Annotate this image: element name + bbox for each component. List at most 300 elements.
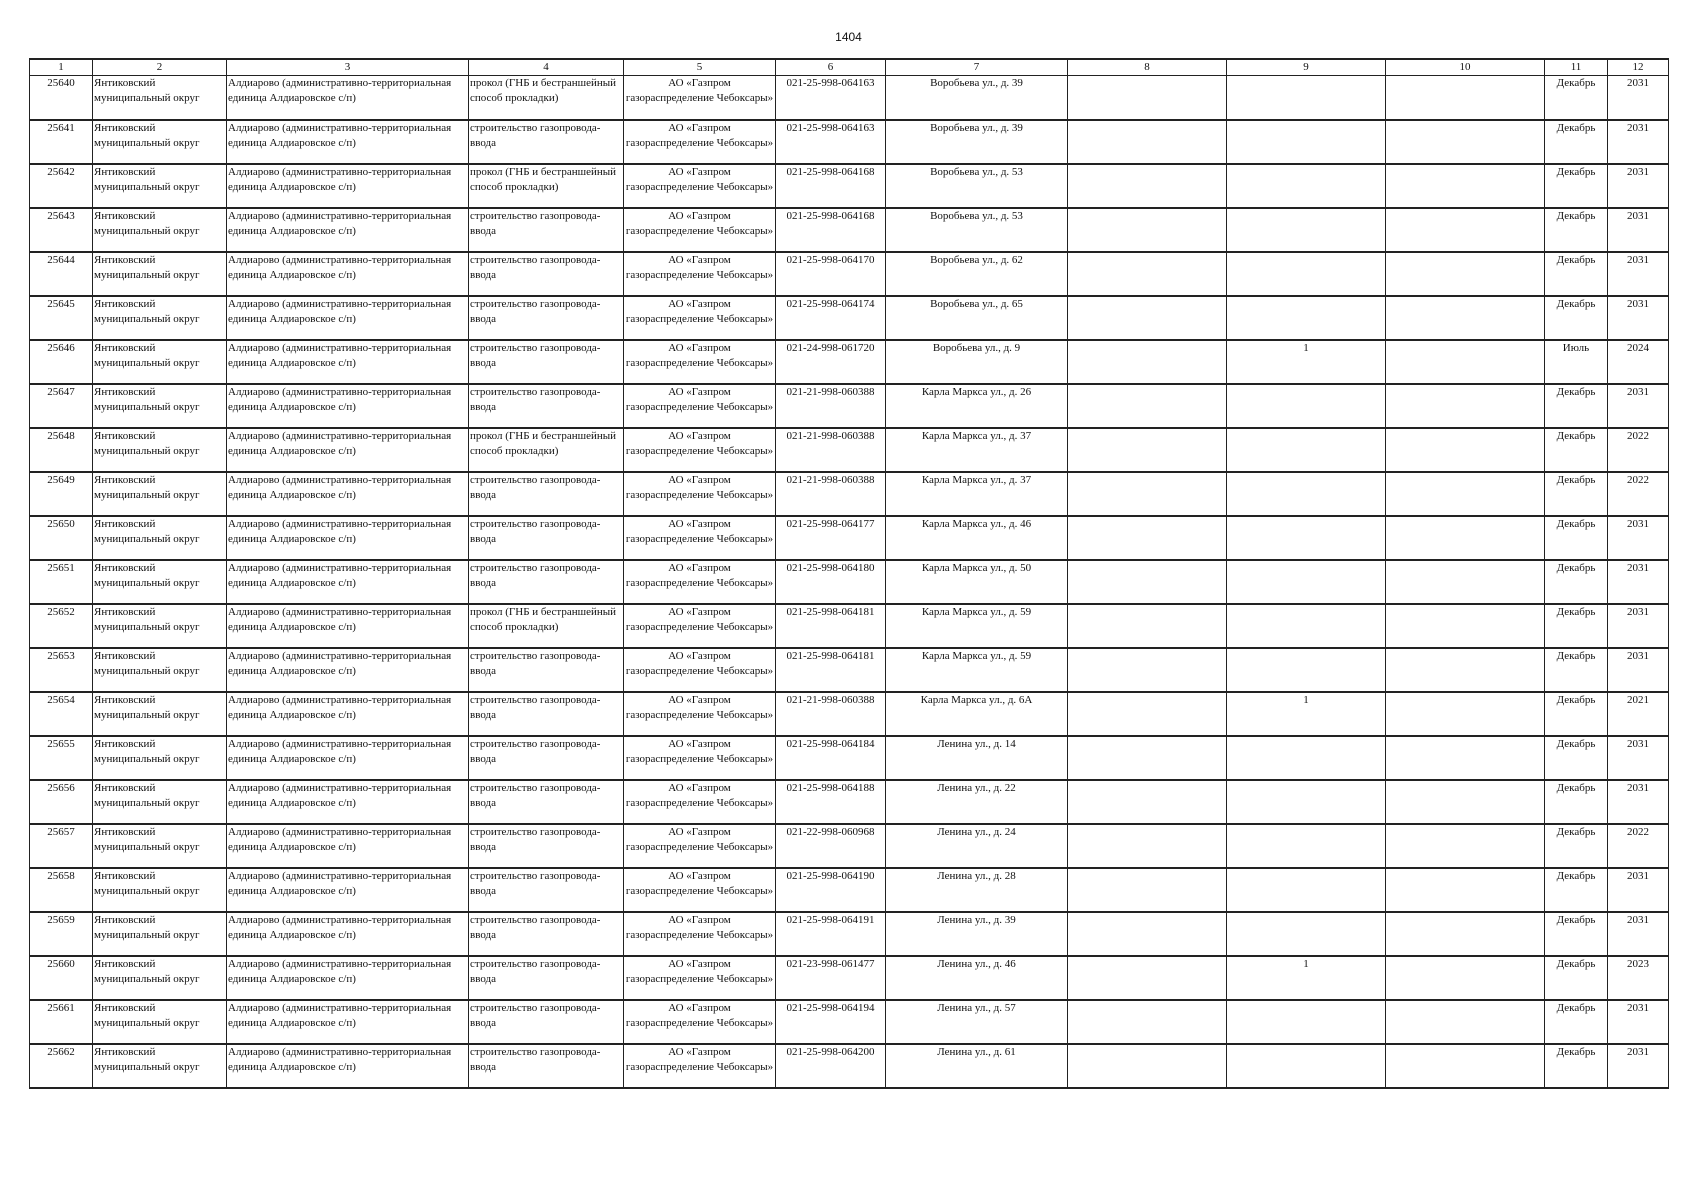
organization-cell-text: АО «Газпром газораспределение Чебоксары» bbox=[625, 649, 774, 677]
month-cell-text: Декабрь bbox=[1556, 737, 1596, 750]
column-10-cell bbox=[1386, 868, 1545, 912]
district-cell bbox=[93, 912, 227, 956]
year-cell bbox=[1608, 736, 1669, 780]
year-cell bbox=[1608, 868, 1669, 912]
work-method-cell bbox=[469, 472, 624, 516]
address-cell bbox=[886, 956, 1068, 1000]
object-code-cell bbox=[776, 1000, 886, 1044]
column-header-7: 7 bbox=[886, 59, 1068, 76]
work-method-cell bbox=[469, 692, 624, 736]
address-cell-text: Ленина ул., д. 22 bbox=[937, 781, 1016, 794]
column-8-cell bbox=[1068, 868, 1227, 912]
object-code-cell bbox=[776, 472, 886, 516]
column-header-12: 12 bbox=[1608, 59, 1669, 76]
object-code-cell-text: 021-21-998-060388 bbox=[786, 693, 875, 706]
district-cell-text: Янтиковский муниципальный округ bbox=[94, 429, 200, 457]
column-8-cell bbox=[1068, 472, 1227, 516]
organization-cell-text: АО «Газпром газораспределение Чебоксары» bbox=[625, 385, 774, 413]
column-8-cell bbox=[1068, 384, 1227, 428]
year-cell-text: 2031 bbox=[1627, 253, 1649, 266]
work-method-cell-text: строительство газопровода-ввода bbox=[470, 385, 601, 413]
row-number-cell bbox=[30, 120, 93, 164]
month-cell bbox=[1545, 472, 1608, 516]
settlement-cell bbox=[227, 604, 469, 648]
organization-cell-text: АО «Газпром газораспределение Чебоксары» bbox=[625, 561, 774, 589]
column-9-cell bbox=[1227, 912, 1386, 956]
object-code-cell-text: 021-25-998-064184 bbox=[786, 737, 875, 750]
column-9-cell bbox=[1227, 120, 1386, 164]
object-code-cell bbox=[776, 824, 886, 868]
year-cell-text: 2031 bbox=[1627, 561, 1649, 574]
address-cell-text: Воробьева ул., д. 9 bbox=[932, 341, 1021, 354]
work-method-cell bbox=[469, 384, 624, 428]
object-code-cell-text: 021-25-998-064163 bbox=[786, 77, 875, 89]
organization-cell-text: АО «Газпром газораспределение Чебоксары» bbox=[625, 913, 774, 941]
column-9-cell bbox=[1227, 736, 1386, 780]
object-code-cell bbox=[776, 692, 886, 736]
district-cell bbox=[93, 340, 227, 384]
settlement-cell bbox=[227, 692, 469, 736]
work-method-cell bbox=[469, 428, 624, 472]
work-method-cell bbox=[469, 208, 624, 252]
row-number-cell-text: 25641 bbox=[47, 121, 75, 134]
month-cell bbox=[1545, 252, 1608, 296]
month-cell bbox=[1545, 868, 1608, 912]
organization-cell bbox=[624, 76, 776, 120]
organization-cell-text: АО «Газпром газораспределение Чебоксары» bbox=[625, 957, 774, 985]
organization-cell bbox=[624, 648, 776, 692]
settlement-cell bbox=[227, 516, 469, 560]
address-cell-text: Воробьева ул., д. 65 bbox=[930, 297, 1023, 310]
month-cell bbox=[1545, 736, 1608, 780]
table-row bbox=[30, 340, 1669, 384]
row-number-cell bbox=[30, 208, 93, 252]
table-row bbox=[30, 472, 1669, 516]
settlement-cell-text: Алдиарово (административно-территориальная единица Алдиаровское с/п) bbox=[228, 737, 452, 765]
organization-cell-text: АО «Газпром газораспределение Чебоксары» bbox=[625, 473, 774, 501]
month-cell bbox=[1545, 1000, 1608, 1044]
organization-cell-text: АО «Газпром газораспределение Чебоксары» bbox=[625, 77, 774, 104]
column-header-3: 3 bbox=[227, 59, 469, 76]
table-row bbox=[30, 780, 1669, 824]
district-cell bbox=[93, 956, 227, 1000]
organization-cell-text: АО «Газпром газораспределение Чебоксары» bbox=[625, 693, 774, 721]
address-cell bbox=[886, 912, 1068, 956]
organization-cell bbox=[624, 208, 776, 252]
row-number-cell bbox=[30, 164, 93, 208]
month-cell-text: Декабрь bbox=[1556, 825, 1596, 838]
organization-cell bbox=[624, 824, 776, 868]
object-code-cell-text: 021-25-998-064174 bbox=[786, 297, 875, 310]
address-cell bbox=[886, 560, 1068, 604]
month-cell bbox=[1545, 648, 1608, 692]
settlement-cell bbox=[227, 956, 469, 1000]
column-8-cell bbox=[1068, 296, 1227, 340]
address-cell-text: Ленина ул., д. 46 bbox=[937, 957, 1016, 970]
district-cell bbox=[93, 384, 227, 428]
year-cell-text: 2031 bbox=[1627, 737, 1649, 750]
year-cell bbox=[1608, 384, 1669, 428]
row-number-cell bbox=[30, 472, 93, 516]
settlement-cell bbox=[227, 648, 469, 692]
object-code-cell bbox=[776, 868, 886, 912]
district-cell-text: Янтиковский муниципальный округ bbox=[94, 1001, 200, 1029]
column-9-cell bbox=[1227, 868, 1386, 912]
object-code-cell-text: 021-25-998-064181 bbox=[786, 605, 875, 618]
object-code-cell-text: 021-21-998-060388 bbox=[786, 473, 875, 486]
object-code-cell bbox=[776, 956, 886, 1000]
object-code-cell bbox=[776, 296, 886, 340]
address-cell-text: Карла Маркса ул., д. 37 bbox=[921, 473, 1032, 486]
settlement-cell bbox=[227, 736, 469, 780]
object-code-cell-text: 021-22-998-060968 bbox=[786, 825, 875, 838]
work-method-cell-text: строительство газопровода-ввода bbox=[470, 209, 601, 237]
column-9-cell bbox=[1227, 164, 1386, 208]
column-header-6: 6 bbox=[776, 59, 886, 76]
row-number-cell bbox=[30, 868, 93, 912]
row-number-cell-text: 25645 bbox=[47, 297, 75, 310]
column-9-cell bbox=[1227, 604, 1386, 648]
column-8-cell bbox=[1068, 76, 1227, 120]
column-8-cell bbox=[1068, 340, 1227, 384]
column-10-cell bbox=[1386, 648, 1545, 692]
column-9-cell bbox=[1227, 692, 1386, 736]
year-cell bbox=[1608, 76, 1669, 120]
month-cell-text: Декабрь bbox=[1556, 77, 1596, 89]
address-cell-text: Карла Маркса ул., д. 37 bbox=[921, 429, 1032, 442]
object-code-cell-text: 021-25-998-064177 bbox=[786, 517, 875, 530]
organization-cell bbox=[624, 516, 776, 560]
row-number-cell-text: 25660 bbox=[47, 957, 75, 970]
column-8-cell bbox=[1068, 560, 1227, 604]
month-cell bbox=[1545, 296, 1608, 340]
settlement-cell bbox=[227, 428, 469, 472]
object-code-cell bbox=[776, 560, 886, 604]
district-cell-text: Янтиковский муниципальный округ bbox=[94, 561, 200, 589]
district-cell-text: Янтиковский муниципальный округ bbox=[94, 869, 200, 897]
year-cell-text: 2031 bbox=[1627, 781, 1649, 794]
registry-table bbox=[29, 58, 1669, 1089]
work-method-cell-text: строительство газопровода-ввода bbox=[470, 121, 601, 149]
settlement-cell-text: Алдиарово (административно-территориальная единица Алдиаровское с/п) bbox=[228, 253, 452, 281]
address-cell-text: Ленина ул., д. 39 bbox=[937, 913, 1016, 926]
object-code-cell-text: 021-25-998-064168 bbox=[786, 209, 875, 222]
address-cell bbox=[886, 1044, 1068, 1088]
organization-cell-text: АО «Газпром газораспределение Чебоксары» bbox=[625, 209, 774, 237]
settlement-cell-text: Алдиарово (административно-территориальная единица Алдиаровское с/п) bbox=[228, 297, 452, 325]
year-cell-text: 2031 bbox=[1627, 1001, 1649, 1014]
organization-cell-text: АО «Газпром газораспределение Чебоксары» bbox=[625, 165, 774, 193]
settlement-cell-text: Алдиарово (административно-территориальная единица Алдиаровское с/п) bbox=[228, 957, 452, 985]
month-cell-text: Декабрь bbox=[1556, 1001, 1596, 1014]
object-code-cell bbox=[776, 516, 886, 560]
table-row bbox=[30, 252, 1669, 296]
district-cell bbox=[93, 1000, 227, 1044]
object-code-cell-text: 021-21-998-060388 bbox=[786, 385, 875, 398]
address-cell bbox=[886, 648, 1068, 692]
settlement-cell-text: Алдиарово (административно-территориальная единица Алдиаровское с/п) bbox=[228, 781, 452, 809]
work-method-cell-text: строительство газопровода-ввода bbox=[470, 649, 601, 677]
table-row bbox=[30, 164, 1669, 208]
column-10-cell bbox=[1386, 164, 1545, 208]
column-10-cell bbox=[1386, 736, 1545, 780]
work-method-cell bbox=[469, 824, 624, 868]
district-cell-text: Янтиковский муниципальный округ bbox=[94, 825, 200, 853]
work-method-cell-text: строительство газопровода-ввода bbox=[470, 693, 601, 721]
year-cell bbox=[1608, 516, 1669, 560]
district-cell bbox=[93, 868, 227, 912]
district-cell bbox=[93, 208, 227, 252]
year-cell bbox=[1608, 164, 1669, 208]
settlement-cell bbox=[227, 472, 469, 516]
column-8-cell bbox=[1068, 956, 1227, 1000]
address-cell-text: Воробьева ул., д. 53 bbox=[930, 209, 1023, 222]
work-method-cell bbox=[469, 912, 624, 956]
year-cell bbox=[1608, 1044, 1669, 1088]
column-10-cell bbox=[1386, 1000, 1545, 1044]
month-cell bbox=[1545, 164, 1608, 208]
month-cell-text: Декабрь bbox=[1556, 209, 1596, 222]
table-row bbox=[30, 868, 1669, 912]
work-method-cell bbox=[469, 956, 624, 1000]
month-cell-text: Декабрь bbox=[1556, 517, 1596, 530]
work-method-cell-text: прокол (ГНБ и бестраншейный способ прокладки) bbox=[470, 605, 617, 633]
work-method-cell-text: прокол (ГНБ и бестраншейный способ прокладки) bbox=[470, 165, 617, 193]
district-cell bbox=[93, 472, 227, 516]
district-cell-text: Янтиковский муниципальный округ bbox=[94, 737, 200, 765]
column-10-cell bbox=[1386, 252, 1545, 296]
table-row bbox=[30, 1044, 1669, 1088]
object-code-cell bbox=[776, 428, 886, 472]
column-9-cell bbox=[1227, 560, 1386, 604]
district-cell bbox=[93, 296, 227, 340]
column-10-cell bbox=[1386, 208, 1545, 252]
year-cell bbox=[1608, 912, 1669, 956]
address-cell-text: Воробьева ул., д. 39 bbox=[930, 121, 1023, 134]
year-cell-text: 2031 bbox=[1627, 649, 1649, 662]
object-code-cell-text: 021-25-998-064163 bbox=[786, 121, 875, 134]
address-cell bbox=[886, 208, 1068, 252]
district-cell bbox=[93, 164, 227, 208]
month-cell-text: Декабрь bbox=[1556, 913, 1596, 926]
table-row bbox=[30, 912, 1669, 956]
object-code-cell-text: 021-25-998-064170 bbox=[786, 253, 875, 266]
row-number-cell bbox=[30, 604, 93, 648]
row-number-cell bbox=[30, 384, 93, 428]
row-number-cell bbox=[30, 428, 93, 472]
month-cell-text: Декабрь bbox=[1556, 429, 1596, 442]
object-code-cell-text: 021-25-998-064191 bbox=[786, 913, 875, 926]
settlement-cell bbox=[227, 252, 469, 296]
settlement-cell-text: Алдиарово (административно-территориальная единица Алдиаровское с/п) bbox=[228, 913, 452, 941]
year-cell bbox=[1608, 1000, 1669, 1044]
column-8-cell bbox=[1068, 692, 1227, 736]
district-cell-text: Янтиковский муниципальный округ bbox=[94, 605, 200, 633]
column-10-cell bbox=[1386, 780, 1545, 824]
row-number-cell bbox=[30, 1000, 93, 1044]
settlement-cell-text: Алдиарово (административно-территориальная единица Алдиаровское с/п) bbox=[228, 561, 452, 589]
settlement-cell bbox=[227, 208, 469, 252]
district-cell-text: Янтиковский муниципальный округ bbox=[94, 957, 200, 985]
district-cell bbox=[93, 252, 227, 296]
organization-cell bbox=[624, 428, 776, 472]
object-code-cell-text: 021-25-998-064194 bbox=[786, 1001, 875, 1014]
column-8-cell bbox=[1068, 780, 1227, 824]
settlement-cell bbox=[227, 1000, 469, 1044]
year-cell bbox=[1608, 472, 1669, 516]
work-method-cell bbox=[469, 736, 624, 780]
month-cell-text: Декабрь bbox=[1556, 165, 1596, 178]
settlement-cell-text: Алдиарово (административно-территориальная единица Алдиаровское с/п) bbox=[228, 1001, 452, 1029]
organization-cell bbox=[624, 1000, 776, 1044]
table-row bbox=[30, 516, 1669, 560]
work-method-cell bbox=[469, 76, 624, 120]
year-cell-text: 2031 bbox=[1627, 1045, 1649, 1058]
year-cell bbox=[1608, 296, 1669, 340]
row-number-cell-text: 25646 bbox=[47, 341, 75, 354]
column-9-cell bbox=[1227, 956, 1386, 1000]
work-method-cell-text: строительство газопровода-ввода bbox=[470, 825, 601, 853]
row-number-cell-text: 25661 bbox=[47, 1001, 75, 1014]
work-method-cell-text: строительство газопровода-ввода bbox=[470, 957, 601, 985]
organization-cell bbox=[624, 164, 776, 208]
address-cell-text: Карла Маркса ул., д. 50 bbox=[921, 561, 1032, 574]
column-8-cell bbox=[1068, 516, 1227, 560]
organization-cell bbox=[624, 868, 776, 912]
column-8-cell bbox=[1068, 208, 1227, 252]
work-method-cell bbox=[469, 296, 624, 340]
organization-cell-text: АО «Газпром газораспределение Чебоксары» bbox=[625, 825, 774, 853]
settlement-cell bbox=[227, 164, 469, 208]
table-row bbox=[30, 956, 1669, 1000]
column-10-cell bbox=[1386, 912, 1545, 956]
district-cell bbox=[93, 692, 227, 736]
month-cell-text: Декабрь bbox=[1556, 605, 1596, 618]
row-number-cell-text: 25643 bbox=[47, 209, 75, 222]
settlement-cell-text: Алдиарово (административно-территориальная единица Алдиаровское с/п) bbox=[228, 825, 452, 853]
column-10-cell bbox=[1386, 296, 1545, 340]
work-method-cell-text: строительство газопровода-ввода bbox=[470, 253, 601, 281]
work-method-cell-text: строительство газопровода-ввода bbox=[470, 1001, 601, 1029]
column-header-11: 11 bbox=[1545, 59, 1608, 76]
column-9-cell bbox=[1227, 384, 1386, 428]
column-9-cell bbox=[1227, 428, 1386, 472]
settlement-cell-text: Алдиарово (административно-территориальная единица Алдиаровское с/п) bbox=[228, 77, 452, 104]
row-number-cell bbox=[30, 824, 93, 868]
month-cell bbox=[1545, 120, 1608, 164]
column-10-cell bbox=[1386, 560, 1545, 604]
year-cell bbox=[1608, 648, 1669, 692]
settlement-cell bbox=[227, 340, 469, 384]
district-cell-text: Янтиковский муниципальный округ bbox=[94, 385, 200, 413]
address-cell-text: Карла Маркса ул., д. 46 bbox=[921, 517, 1032, 530]
row-number-cell-text: 25651 bbox=[47, 561, 75, 574]
column-10-cell bbox=[1386, 428, 1545, 472]
address-cell-text: Ленина ул., д. 14 bbox=[937, 737, 1016, 750]
organization-cell-text: АО «Газпром газораспределение Чебоксары» bbox=[625, 869, 774, 897]
district-cell bbox=[93, 120, 227, 164]
organization-cell bbox=[624, 340, 776, 384]
work-method-cell bbox=[469, 604, 624, 648]
month-cell bbox=[1545, 560, 1608, 604]
year-cell-text: 2031 bbox=[1627, 121, 1649, 134]
column-9-cell bbox=[1227, 516, 1386, 560]
object-code-cell bbox=[776, 912, 886, 956]
address-cell bbox=[886, 1000, 1068, 1044]
settlement-cell-text: Алдиарово (административно-территориальная единица Алдиаровское с/п) bbox=[228, 1045, 452, 1073]
month-cell bbox=[1545, 76, 1608, 120]
organization-cell-text: АО «Газпром газораспределение Чебоксары» bbox=[625, 297, 774, 325]
district-cell-text: Янтиковский муниципальный округ bbox=[94, 341, 200, 369]
district-cell bbox=[93, 560, 227, 604]
work-method-cell-text: строительство газопровода-ввода bbox=[470, 297, 601, 325]
row-number-cell bbox=[30, 912, 93, 956]
row-number-cell-text: 25655 bbox=[47, 737, 75, 750]
settlement-cell bbox=[227, 912, 469, 956]
month-cell bbox=[1545, 340, 1608, 384]
column-8-cell bbox=[1068, 428, 1227, 472]
column-9-cell bbox=[1227, 824, 1386, 868]
address-cell bbox=[886, 120, 1068, 164]
work-method-cell bbox=[469, 868, 624, 912]
organization-cell bbox=[624, 780, 776, 824]
month-cell-text: Декабрь bbox=[1556, 297, 1596, 310]
row-number-cell-text: 25654 bbox=[47, 693, 75, 706]
address-cell bbox=[886, 604, 1068, 648]
month-cell bbox=[1545, 912, 1608, 956]
month-cell-text: Декабрь bbox=[1556, 253, 1596, 266]
column-10-cell bbox=[1386, 120, 1545, 164]
address-cell-text: Ленина ул., д. 28 bbox=[937, 869, 1016, 882]
column-9-cell bbox=[1227, 1000, 1386, 1044]
district-cell-text: Янтиковский муниципальный округ bbox=[94, 913, 200, 941]
row-number-cell-text: 25656 bbox=[47, 781, 75, 794]
district-cell-text: Янтиковский муниципальный округ bbox=[94, 781, 200, 809]
settlement-cell-text: Алдиарово (административно-территориальная единица Алдиаровское с/п) bbox=[228, 473, 452, 501]
district-cell bbox=[93, 780, 227, 824]
row-number-cell bbox=[30, 780, 93, 824]
work-method-cell-text: строительство газопровода-ввода bbox=[470, 561, 601, 589]
organization-cell-text: АО «Газпром газораспределение Чебоксары» bbox=[625, 1045, 774, 1073]
year-cell bbox=[1608, 956, 1669, 1000]
column-9-cell bbox=[1227, 1044, 1386, 1088]
settlement-cell bbox=[227, 1044, 469, 1088]
address-cell-text: Карла Маркса ул., д. 6А bbox=[920, 693, 1033, 706]
organization-cell-text: АО «Газпром газораспределение Чебоксары» bbox=[625, 781, 774, 809]
district-cell bbox=[93, 604, 227, 648]
settlement-cell-text: Алдиарово (административно-территориальная единица Алдиаровское с/п) bbox=[228, 649, 452, 677]
row-number-cell bbox=[30, 340, 93, 384]
address-cell bbox=[886, 384, 1068, 428]
district-cell-text: Янтиковский муниципальный округ bbox=[94, 253, 200, 281]
row-number-cell-text: 25657 bbox=[47, 825, 75, 838]
settlement-cell-text: Алдиарово (административно-территориальная единица Алдиаровское с/п) bbox=[228, 165, 452, 193]
month-cell-text: Декабрь bbox=[1556, 693, 1596, 706]
year-cell bbox=[1608, 824, 1669, 868]
month-cell bbox=[1545, 780, 1608, 824]
row-number-cell-text: 25659 bbox=[47, 913, 75, 926]
work-method-cell-text: строительство газопровода-ввода bbox=[470, 1045, 601, 1073]
district-cell-text: Янтиковский муниципальный округ bbox=[94, 77, 200, 104]
year-cell-text: 2024 bbox=[1627, 341, 1649, 354]
address-cell bbox=[886, 824, 1068, 868]
year-cell-text: 2022 bbox=[1627, 825, 1649, 838]
settlement-cell-text: Алдиарово (административно-территориальная единица Алдиаровское с/п) bbox=[228, 385, 452, 413]
work-method-cell-text: строительство газопровода-ввода bbox=[470, 869, 601, 897]
table-row bbox=[30, 384, 1669, 428]
object-code-cell-text: 021-25-998-064180 bbox=[786, 561, 875, 574]
month-cell-text: Декабрь bbox=[1556, 473, 1596, 486]
